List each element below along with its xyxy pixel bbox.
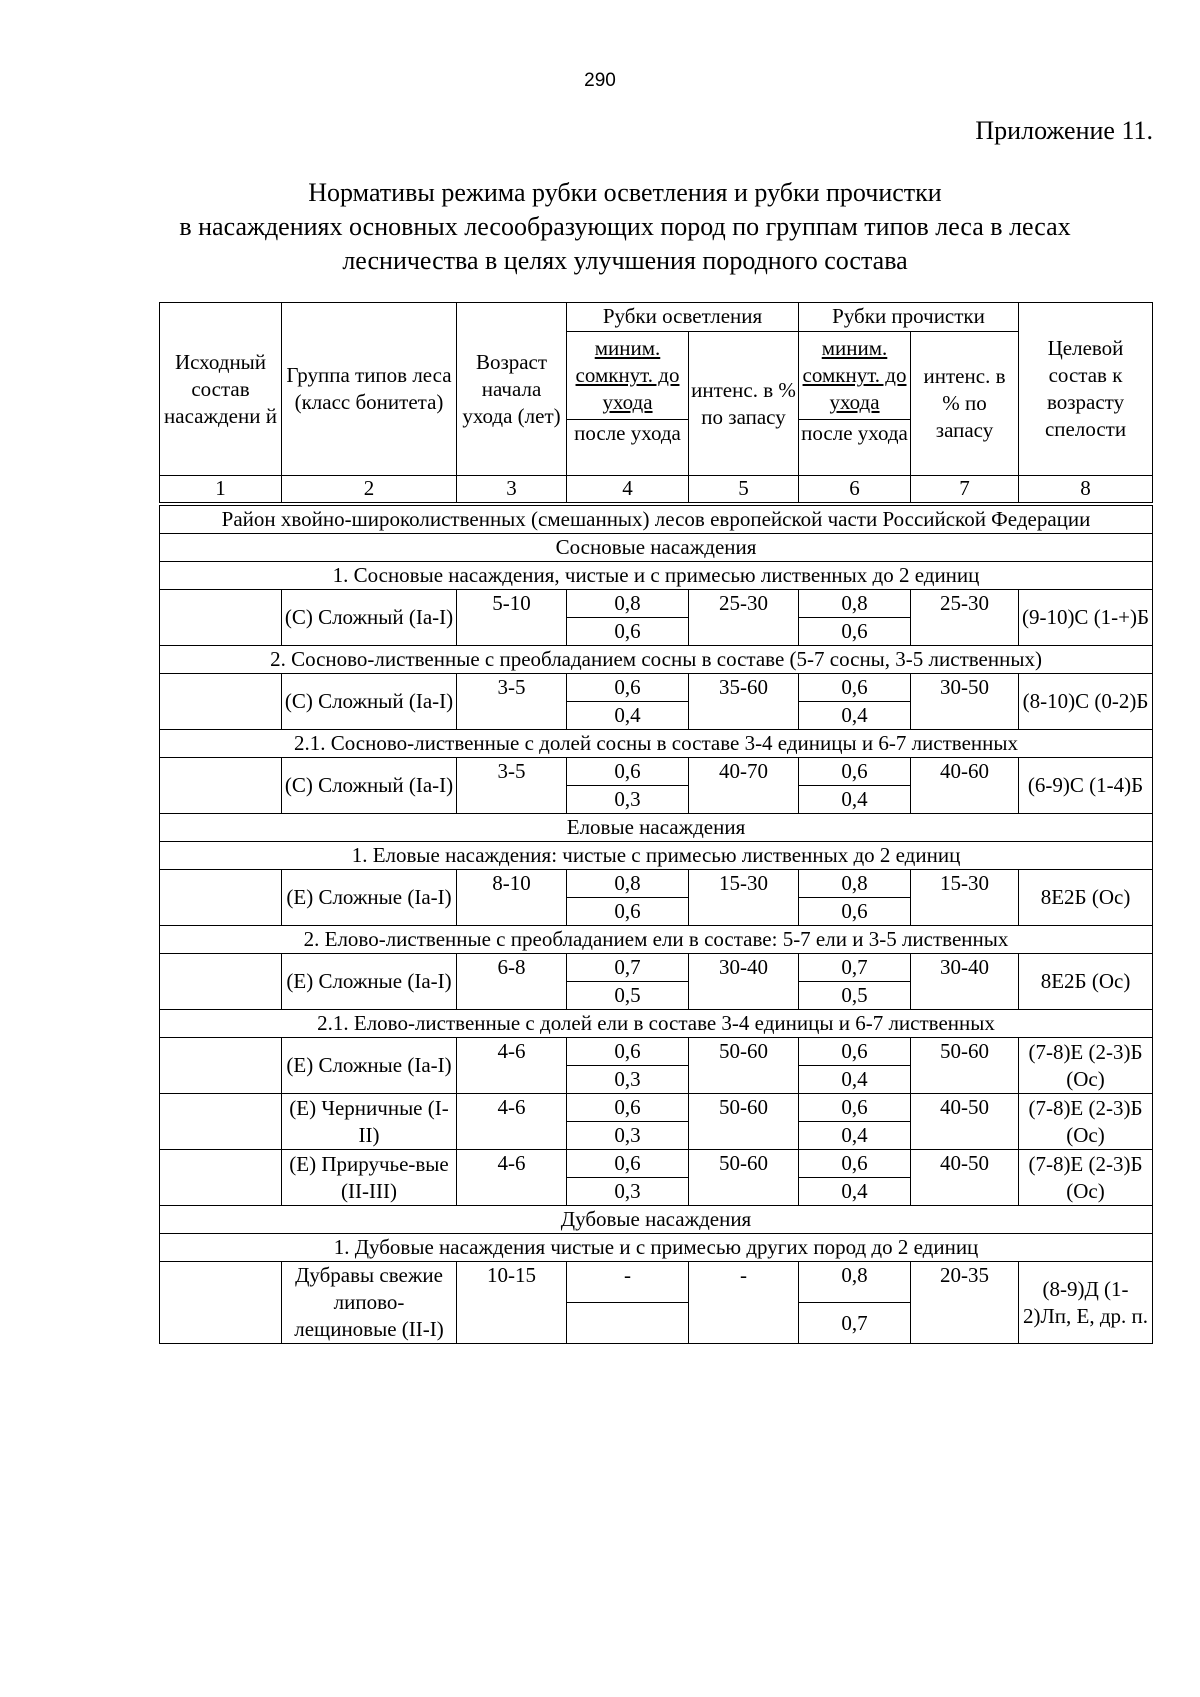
target-composition-cell: (7-8)Е (2-3)Б (Ос) xyxy=(1019,1038,1153,1094)
column-number: 1 xyxy=(160,476,282,505)
table-row xyxy=(160,1094,1153,1122)
norms-table xyxy=(159,302,1153,1344)
start-age-cell: 4-6 xyxy=(457,1094,567,1150)
target-composition-cell: (8-10)С (0-2)Б xyxy=(1019,674,1153,730)
clearing-min-density-cell: 0,7 xyxy=(567,954,689,982)
cleaning-after-cell: 0,7 xyxy=(799,1303,911,1344)
target-composition-cell: (8-9)Д (1-2)Лп, Е, др. п. xyxy=(1019,1262,1153,1344)
cleaning-intensity-cell: 50-60 xyxy=(911,1038,1019,1094)
column-number: 5 xyxy=(689,476,799,505)
sub-heading: 2. Елово-лиственные с преобладанием ели в составе: 5-7 ели и 3-5 лиственных xyxy=(160,926,1153,954)
header-clearing-intensity: интенс. в % по запасу xyxy=(689,332,799,476)
title-line: лесничества в целях улучшения породного состава xyxy=(342,246,908,275)
column-number: 2 xyxy=(282,476,457,505)
clearing-after-cell: 0,6 xyxy=(567,898,689,926)
table-row xyxy=(160,1150,1153,1178)
initial-composition-cell xyxy=(160,1150,282,1206)
table-row xyxy=(160,758,1153,786)
clearing-min-density-cell: 0,6 xyxy=(567,1038,689,1066)
cleaning-intensity-cell: 40-50 xyxy=(911,1094,1019,1150)
column-number: 3 xyxy=(457,476,567,505)
cleaning-min-density-cell: 0,6 xyxy=(799,758,911,786)
target-composition-cell: (9-10)С (1-+)Б xyxy=(1019,590,1153,646)
start-age-cell: 3-5 xyxy=(457,758,567,814)
clearing-min-density-cell: 0,6 xyxy=(567,674,689,702)
header-target-composition: Целевой состав к возрасту спелости xyxy=(1019,303,1153,476)
cleaning-min-density-cell: 0,6 xyxy=(799,1150,911,1178)
forest-type-cell: (С) Сложный (Iа-I) xyxy=(282,674,457,730)
cleaning-after-cell: 0,4 xyxy=(799,1066,911,1094)
cleaning-after-cell: 0,4 xyxy=(799,702,911,730)
column-numbers-row xyxy=(160,476,1153,505)
table-row xyxy=(160,674,1153,702)
cleaning-min-density-cell: 0,8 xyxy=(799,870,911,898)
header-clearing-cuts: Рубки осветления xyxy=(567,303,799,332)
header-cleaning-after: после ухода xyxy=(799,420,911,476)
cleaning-min-density-cell: 0,7 xyxy=(799,954,911,982)
header-forest-type-group: Группа типов леса (класс бонитета) xyxy=(282,303,457,476)
header-initial-composition: Исходный состав насаждени й xyxy=(160,303,282,476)
cleaning-intensity-cell: 30-40 xyxy=(911,954,1019,1010)
clearing-min-density-cell: - xyxy=(567,1262,689,1303)
table-row xyxy=(160,590,1153,618)
header-clearing-after: после ухода xyxy=(567,420,689,476)
cleaning-min-density-cell: 0,6 xyxy=(799,1094,911,1122)
cleaning-intensity-cell: 15-30 xyxy=(911,870,1019,926)
cleaning-after-cell: 0,6 xyxy=(799,618,911,646)
initial-composition-cell xyxy=(160,870,282,926)
target-composition-cell: (7-8)Е (2-3)Б (Ос) xyxy=(1019,1150,1153,1206)
region-heading-row xyxy=(160,504,1153,534)
page-number: 290 xyxy=(584,70,616,91)
table-row xyxy=(160,870,1153,898)
sub-heading-row xyxy=(160,926,1153,954)
sub-heading-row xyxy=(160,842,1153,870)
clearing-intensity-cell: 40-70 xyxy=(689,758,799,814)
group-heading-row xyxy=(160,534,1153,562)
target-composition-cell: (7-8)Е (2-3)Б (Ос) xyxy=(1019,1094,1153,1150)
initial-composition-cell xyxy=(160,674,282,730)
clearing-after-cell: 0,3 xyxy=(567,1178,689,1206)
sub-heading-row xyxy=(160,1234,1153,1262)
clearing-intensity-cell: - xyxy=(689,1262,799,1344)
header-text: миним. сомкнут. до ухода xyxy=(575,336,680,414)
table-row xyxy=(160,954,1153,982)
forest-type-cell: (Е) Сложные (Iа-I) xyxy=(282,870,457,926)
sub-heading: 1. Сосновые насаждения, чистые и с примесью лиственных до 2 единиц xyxy=(160,562,1153,590)
start-age-cell: 5-10 xyxy=(457,590,567,646)
clearing-intensity-cell: 50-60 xyxy=(689,1094,799,1150)
clearing-after-cell: 0,3 xyxy=(567,1122,689,1150)
forest-type-cell: (Е) Приручье-вые (II-III) xyxy=(282,1150,457,1206)
table-row xyxy=(160,1038,1153,1066)
sub-heading: 2.1. Елово-лиственные с долей ели в составе 3-4 единицы и 6-7 лиственных xyxy=(160,1010,1153,1038)
appendix-label: Приложение 11. xyxy=(975,116,1153,145)
cleaning-min-density-cell: 0,8 xyxy=(799,1262,911,1303)
cleaning-after-cell: 0,4 xyxy=(799,1122,911,1150)
start-age-cell: 4-6 xyxy=(457,1150,567,1206)
sub-heading: 2. Сосново-лиственные с преобладанием сосны в составе (5-7 сосны, 3-5 лиственных) xyxy=(160,646,1153,674)
clearing-min-density-cell: 0,8 xyxy=(567,590,689,618)
initial-composition-cell xyxy=(160,1038,282,1094)
forest-type-cell: (Е) Черничные (I-II) xyxy=(282,1094,457,1150)
clearing-after-cell: 0,3 xyxy=(567,786,689,814)
column-number: 4 xyxy=(567,476,689,505)
title-line: Нормативы режима рубки осветления и рубки прочистки xyxy=(308,178,942,207)
target-composition-cell: 8Е2Б (Ос) xyxy=(1019,954,1153,1010)
clearing-intensity-cell: 30-40 xyxy=(689,954,799,1010)
forest-type-cell: Дубравы свежие липово-лещиновые (II-I) xyxy=(282,1262,457,1344)
target-composition-cell: 8Е2Б (Ос) xyxy=(1019,870,1153,926)
initial-composition-cell xyxy=(160,1094,282,1150)
cleaning-intensity-cell: 20-35 xyxy=(911,1262,1019,1344)
region-heading: Район хвойно-широколиственных (смешанных) лесов европейской части Российской Федерации xyxy=(160,504,1153,534)
table-row xyxy=(160,1262,1153,1303)
header-cleaning-intensity: интенс. в % по запасу xyxy=(911,332,1019,476)
clearing-intensity-cell: 50-60 xyxy=(689,1150,799,1206)
clearing-intensity-cell: 50-60 xyxy=(689,1038,799,1094)
header-start-age: Возраст начала ухода (лет) xyxy=(457,303,567,476)
start-age-cell: 10-15 xyxy=(457,1262,567,1344)
forest-type-cell: (С) Сложный (Iа-I) xyxy=(282,590,457,646)
clearing-intensity-cell: 25-30 xyxy=(689,590,799,646)
cleaning-after-cell: 0,6 xyxy=(799,898,911,926)
clearing-after-cell: 0,5 xyxy=(567,982,689,1010)
header-cleaning-min-density xyxy=(799,332,911,420)
target-composition-cell: (6-9)С (1-4)Б xyxy=(1019,758,1153,814)
sub-heading: 1. Еловые насаждения: чистые с примесью лиственных до 2 единиц xyxy=(160,842,1153,870)
initial-composition-cell xyxy=(160,954,282,1010)
initial-composition-cell xyxy=(160,590,282,646)
group-heading: Еловые насаждения xyxy=(160,814,1153,842)
column-number: 6 xyxy=(799,476,911,505)
cleaning-min-density-cell: 0,8 xyxy=(799,590,911,618)
clearing-after-cell: 0,3 xyxy=(567,1066,689,1094)
header-clearing-min-density xyxy=(567,332,689,420)
start-age-cell: 8-10 xyxy=(457,870,567,926)
header-cleaning-cuts: Рубки прочистки xyxy=(799,303,1019,332)
start-age-cell: 3-5 xyxy=(457,674,567,730)
cleaning-intensity-cell: 30-50 xyxy=(911,674,1019,730)
sub-heading-row xyxy=(160,646,1153,674)
cleaning-min-density-cell: 0,6 xyxy=(799,674,911,702)
clearing-min-density-cell: 0,6 xyxy=(567,1094,689,1122)
clearing-after-cell: 0,4 xyxy=(567,702,689,730)
cleaning-min-density-cell: 0,6 xyxy=(799,1038,911,1066)
cleaning-intensity-cell: 25-30 xyxy=(911,590,1019,646)
forest-type-cell: (Е) Сложные (Iа-I) xyxy=(282,1038,457,1094)
document-title xyxy=(130,176,1120,278)
sub-heading: 1. Дубовые насаждения чистые и с примесью других пород до 2 единиц xyxy=(160,1234,1153,1262)
cleaning-after-cell: 0,5 xyxy=(799,982,911,1010)
initial-composition-cell xyxy=(160,1262,282,1344)
sub-heading-row xyxy=(160,562,1153,590)
cleaning-after-cell: 0,4 xyxy=(799,1178,911,1206)
group-heading-row xyxy=(160,1206,1153,1234)
header-text: миним. сомкнут. до ухода xyxy=(802,336,907,414)
clearing-after-cell: 0,6 xyxy=(567,618,689,646)
group-heading: Дубовые насаждения xyxy=(160,1206,1153,1234)
clearing-after-cell xyxy=(567,1303,689,1344)
cleaning-intensity-cell: 40-60 xyxy=(911,758,1019,814)
clearing-min-density-cell: 0,6 xyxy=(567,1150,689,1178)
initial-composition-cell xyxy=(160,758,282,814)
forest-type-cell: (Е) Сложные (Iа-I) xyxy=(282,954,457,1010)
clearing-intensity-cell: 35-60 xyxy=(689,674,799,730)
clearing-intensity-cell: 15-30 xyxy=(689,870,799,926)
cleaning-after-cell: 0,4 xyxy=(799,786,911,814)
column-number: 7 xyxy=(911,476,1019,505)
start-age-cell: 4-6 xyxy=(457,1038,567,1094)
group-heading: Сосновые насаждения xyxy=(160,534,1153,562)
sub-heading-row xyxy=(160,730,1153,758)
column-number: 8 xyxy=(1019,476,1153,505)
clearing-min-density-cell: 0,8 xyxy=(567,870,689,898)
forest-type-cell: (С) Сложный (Iа-I) xyxy=(282,758,457,814)
title-line: в насаждениях основных лесообразующих пород по группам типов леса в лесах xyxy=(179,212,1071,241)
cleaning-intensity-cell: 40-50 xyxy=(911,1150,1019,1206)
sub-heading-row xyxy=(160,1010,1153,1038)
sub-heading: 2.1. Сосново-лиственные с долей сосны в составе 3-4 единицы и 6-7 лиственных xyxy=(160,730,1153,758)
clearing-min-density-cell: 0,6 xyxy=(567,758,689,786)
start-age-cell: 6-8 xyxy=(457,954,567,1010)
group-heading-row xyxy=(160,814,1153,842)
